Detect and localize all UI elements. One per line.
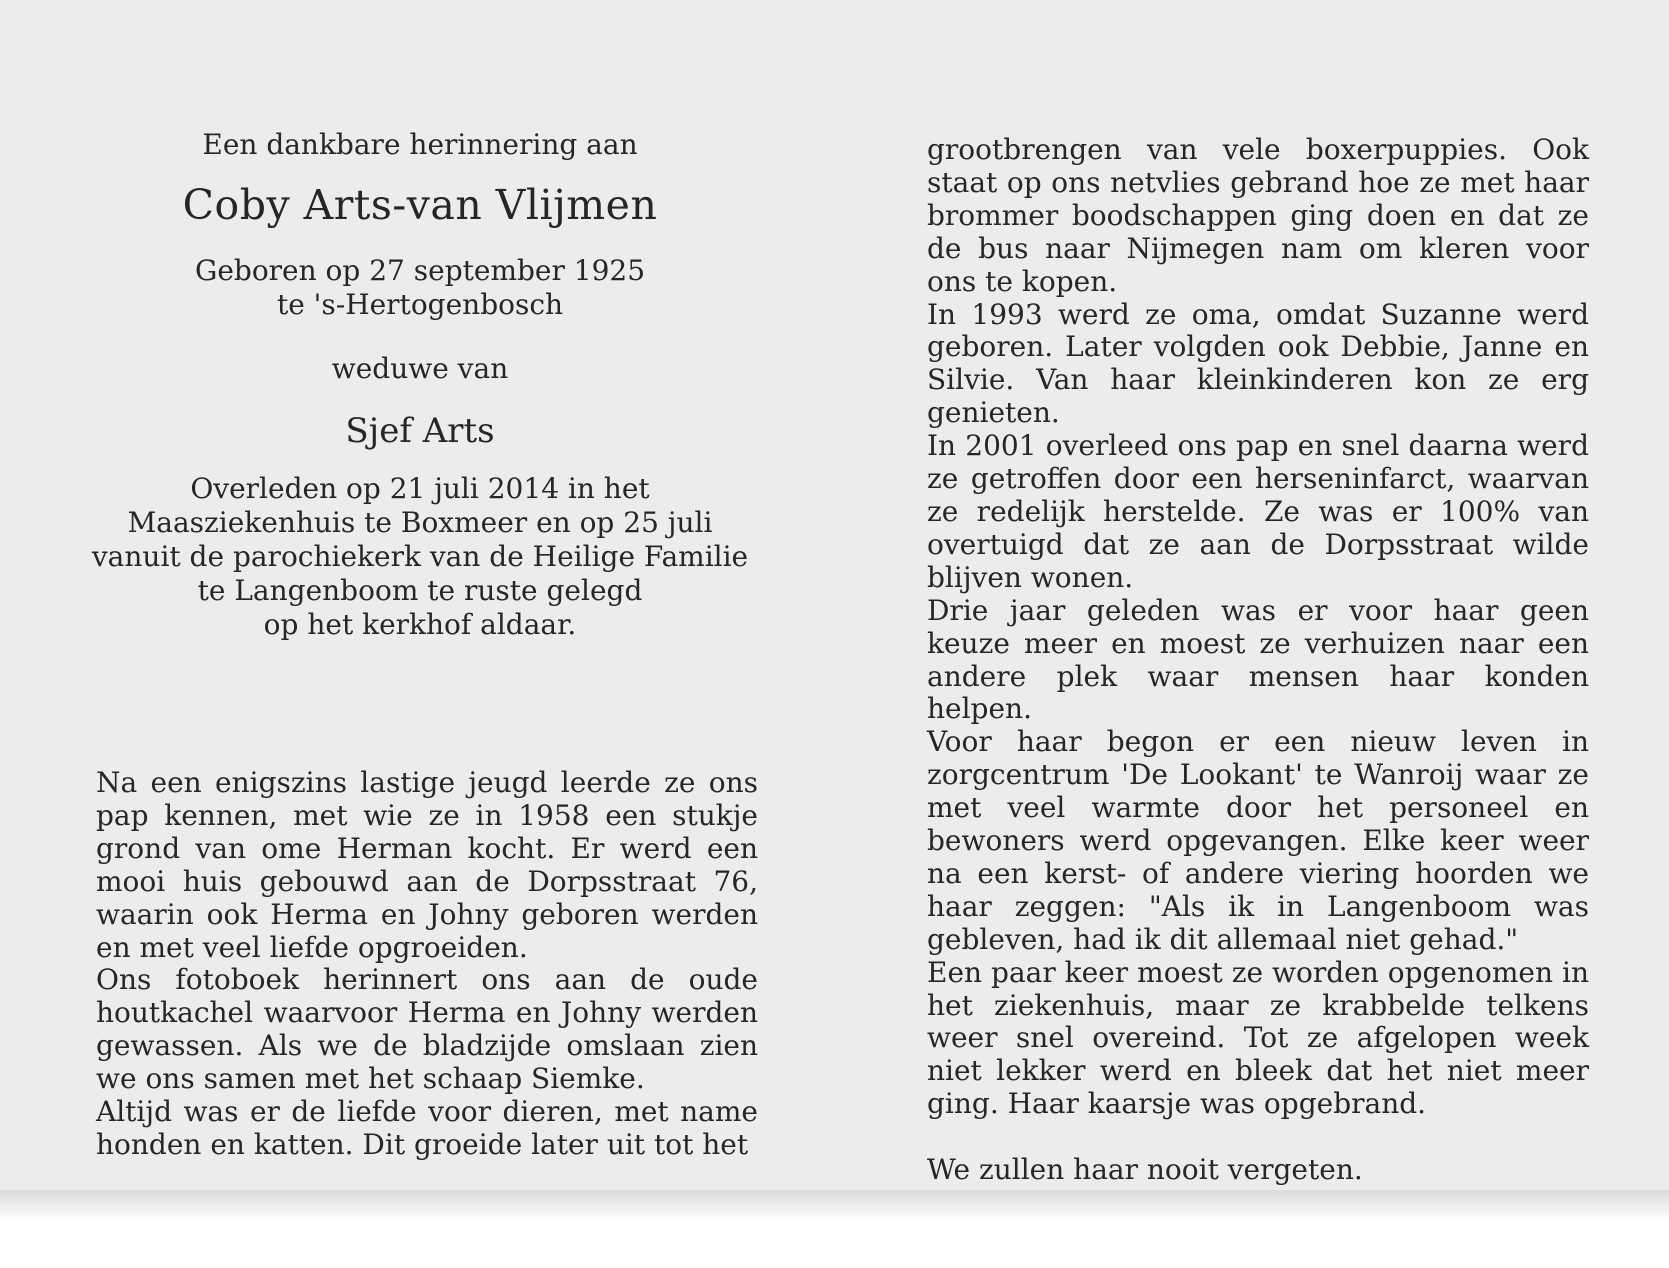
body-paragraph: Ons fotoboek herinnert ons aan de oude houtkachel waarvoor Herma en Johny werden gewassen. Als we de bladzijde omslaan zien we ons samen met het schaap Siemke. <box>96 963 758 1096</box>
body-paragraph: Voor haar begon er een nieuw leven in zorgcentrum 'De Lookant' te Wanroij waar ze met veel warmte door het personeel en bewoners werd opgevangen. Elke keer weer na een kerst- of andere viering hoorden we haar zeggen: "Als ik in Langenboom was gebleven, had ik dit allemaal niet gehad." <box>927 725 1589 956</box>
left-body-text <box>96 767 758 1162</box>
deceased-name: Coby Arts-van Vlijmen <box>182 181 658 229</box>
death-line: op het kerkhof aldaar. <box>263 608 577 641</box>
death-line: Maasziekenhuis te Boxmeer en op 25 juli <box>127 506 713 539</box>
death-line: vanuit de parochiekerk van de Heilige Familie <box>91 540 749 573</box>
body-paragraph: Na een enigszins lastige jeugd leerde ze ons pap kennen, met wie ze in 1958 een stukje grond van ome Herman kocht. Er werd een mooi huis gebouwd aan de Dorpsstraat 76, waarin ook Herma en Johny geboren werden en met veel liefde opgroeiden. <box>96 766 758 964</box>
body-paragraph: grootbrengen van vele boxerpuppies. Ook staat op ons netvlies gebrand hoe ze met haar brommer boodschappen ging doen en dat ze de bus naar Nijmegen nam om kleren voor ons te kopen. <box>927 133 1589 298</box>
widow-of-line: weduwe van <box>331 352 509 385</box>
death-line: te Langenboom te ruste gelegd <box>197 574 643 607</box>
spouse-name: Sjef Arts <box>345 411 495 451</box>
card-edge-shadow <box>0 1190 1669 1268</box>
body-paragraph: In 2001 overleed ons pap en snel daarna werd ze getroffen door een herseninfarct, waarvan ze redelijk herstelde. Ze was er 100% van overtuigd dat ze aan de Dorpsstraat wilde blijven wonen. <box>927 429 1589 594</box>
body-paragraph: Een paar keer moest ze worden opgenomen in het ziekenhuis, maar ze krabbelde telkens weer snel overeind. Tot ze afgelopen week niet lekker werd en bleek dat het niet meer ging. Haar kaarsje was opgebrand. <box>927 955 1589 1121</box>
intro-line: Een dankbare herinnering aan <box>202 128 638 161</box>
body-paragraph: In 1993 werd ze oma, omdat Suzanne werd geboren. Later volgden ook Debbie, Janne en Silvie. Van haar kleinkinderen kon ze erg genieten. <box>927 297 1589 430</box>
right-body-text <box>927 134 1589 1253</box>
closing-line: We zullen haar nooit vergeten. <box>927 1153 1363 1187</box>
card-heading <box>70 128 770 642</box>
body-paragraph: Drie jaar geleden was er voor haar geen keuze meer en moest ze verhuizen naar een andere plek waar mensen haar konden helpen. <box>927 593 1589 726</box>
birth-date-line: Geboren op 27 september 1925 <box>194 254 646 287</box>
body-paragraph: Altijd was er de liefde voor dieren, met name honden en katten. Dit groeide later uit tot het <box>96 1095 758 1161</box>
death-line: Overleden op 21 juli 2014 in het <box>190 472 650 505</box>
birth-place-line: te 's-Hertogenbosch <box>276 288 564 321</box>
